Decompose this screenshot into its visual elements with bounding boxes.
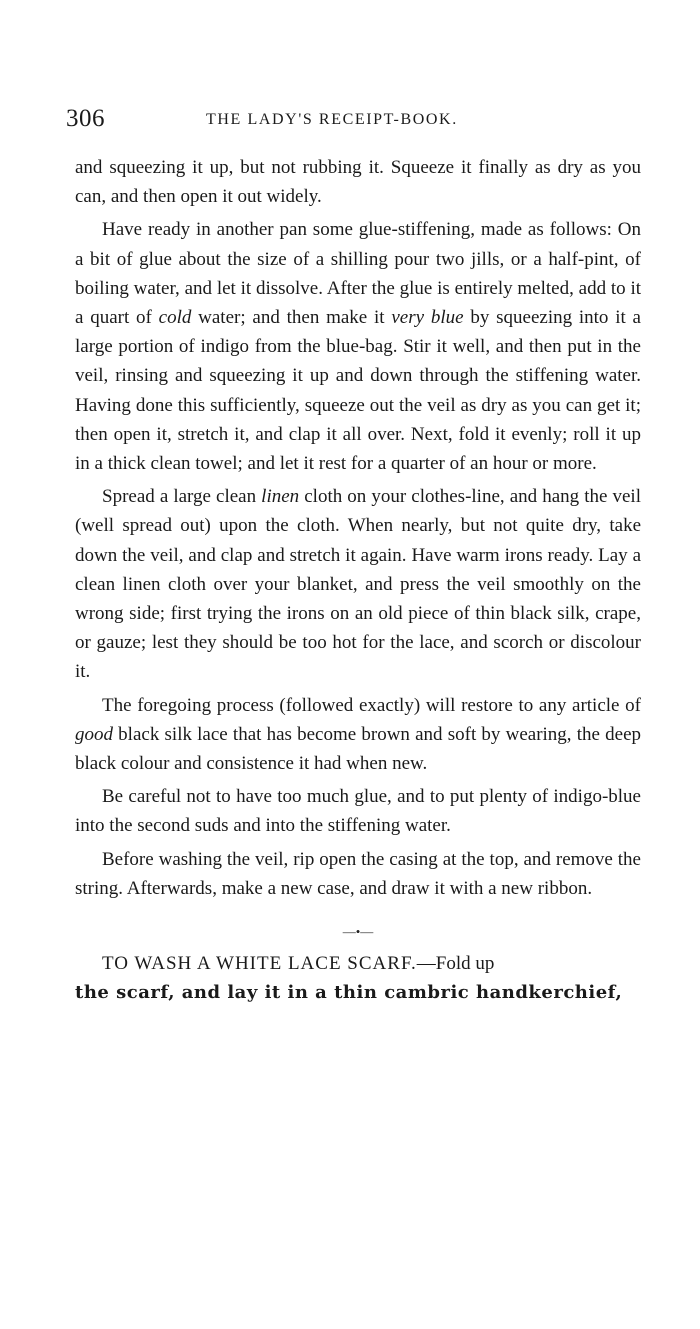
paragraph-6-text: Before washing the veil, rip open the casing at the top, and remove the string. Afterwards, make a new case, and draw it with a new ribbon.	[75, 848, 641, 899]
paragraph-5-text: Be careful not to have too much glue, and to put plenty of indigo-blue into the second suds and into the stiffening water.	[75, 786, 641, 837]
paragraph-4-text-a: The foregoing process (followed exactly) will restore to any article of	[102, 694, 641, 716]
paragraph-2-italic-cold: cold	[158, 307, 192, 329]
section-text-start: Fold up	[435, 953, 495, 975]
paragraph-3-italic-linen: linen	[261, 486, 300, 508]
section-heading-dash: —	[416, 953, 436, 975]
paragraph-4-italic-good: good	[75, 723, 113, 745]
paragraph-1-text: and squeezing it up, but not rubbing it. Squeeze it finally as dry as you can, and then open it out widely.	[75, 157, 641, 208]
page-number: 306	[66, 105, 105, 132]
paragraph-4-text-b: black silk lace that has become brown and soft by wearing, the deep black colour and consistence it had when new.	[75, 723, 641, 775]
paragraph-1	[75, 153, 641, 211]
section-divider-ornament: —•—	[342, 924, 374, 940]
section-text-continued: the scarf, and lay it in a thin cambric handkerchief,	[75, 982, 623, 1004]
section-heading: TO WASH A WHITE LACE SCARF.	[102, 953, 417, 975]
paragraph-5	[75, 782, 641, 840]
next-section	[75, 949, 641, 1007]
paragraph-2-text-b: water; and then make it	[191, 307, 392, 329]
paragraph-3	[75, 482, 641, 686]
paragraph-6	[75, 845, 641, 903]
paragraph-4	[75, 691, 641, 779]
running-head: THE LADY'S RECEIPT-BOOK.	[206, 111, 458, 128]
body-text	[75, 153, 641, 1007]
page-header	[66, 104, 640, 140]
paragraph-2-text-a: Have ready in another pan some glue-stiffening, made as follows: On a bit of glue about the size of a shilling pour two jills, or a half-pint, of boiling water, and let it dissolve. After the glue is entirely melted, add to it a quart of	[75, 219, 641, 329]
paragraph-2-italic-very-blue: very blue	[391, 307, 464, 329]
paragraph-2	[75, 215, 641, 478]
paragraph-3-text-a: Spread a large clean	[102, 486, 262, 508]
paragraph-2-text-c: by squeezing into it a large portion of indigo from the blue-bag. Stir it well, and then put in the veil, rinsing and squeezing it up and down through the stiffening water. Having done this sufficiently, squeeze out the veil as dry as you can get it; then open it, stretch it, and clap it all over. Next, fold it evenly; roll it up in a thick clean towel; and let it rest for a quarter of an hour or more.	[75, 307, 641, 475]
paragraph-3-text-b: cloth on your clothes-line, and hang the veil (well spread out) upon the cloth. When nearly, but not quite dry, take down the veil, and clap and stretch it again. Have warm irons ready. Lay a clean linen cloth over your blanket, and press the veil smoothly on the wrong side; first trying the irons on an old piece of thin black silk, crape, or gauze; lest they should be too hot for the lace, and scorch or discolour it.	[75, 486, 641, 683]
